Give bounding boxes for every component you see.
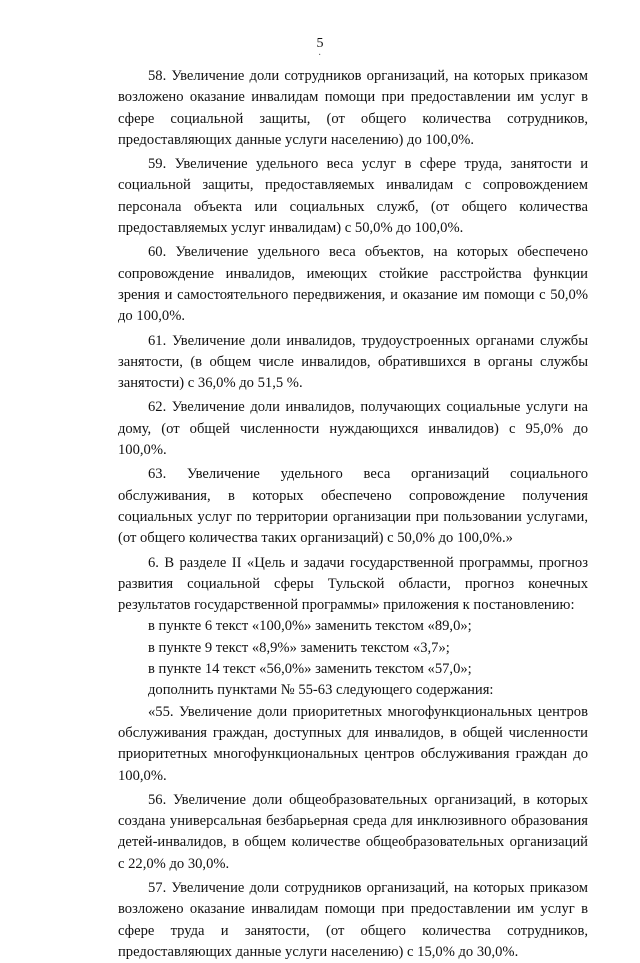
line-point-9: в пункте 9 текст «8,9%» заменить текстом «3,7»; bbox=[148, 639, 450, 656]
paragraph-56: 56. Увеличение доли общеобразовательных организаций, в которых создана универсальная безбарьерная среда для инклюзивного образования детей-инвалидов, в общем количестве общеобразовательных организаций с 22,0% до 30,0%. bbox=[118, 791, 588, 872]
paragraph-63: 63. Увеличение удельного веса организаций социального обслуживания, в которых обеспечено сопровождение получения социальных услуг по территории организации при пользовании услугами, (от общего количества таких организаций) с 50,0% до 100,0%.» bbox=[118, 466, 588, 547]
paragraph-section-6: 6. В разделе II «Цель и задачи государственной программы, прогноз развития социальной сферы Тульской области, прогноз конечных результатов государственной программы» приложения к постановлению: bbox=[118, 554, 588, 614]
paragraph-57: 57. Увеличение доли сотрудников организаций, на которых приказом возложено оказание инвалидам помощи при предоставлении им услуг в сфере труда и занятости, (от общего количества сотрудников, предоставляющих данные услуги населению) с 15,0% до 30,0%. bbox=[118, 879, 588, 960]
document-body bbox=[118, 66, 588, 963]
page-number: 5 bbox=[316, 36, 324, 51]
line-point-14: в пункте 14 текст «56,0%» заменить текстом «57,0»; bbox=[148, 661, 472, 678]
paragraph-58: 58. Увеличение доли сотрудников организаций, на которых приказом возложено оказание инвалидам помощи при предоставлении им услуг в сфере социальной защиты, (от общего количества сотрудников, предоставляющих данные услуги населению) до 100,0%. bbox=[118, 68, 588, 148]
paragraph-62: 62. Увеличение доли инвалидов, получающих социальные услуги на дому, (от общей численности нуждающихся инвалидов) с 95,0% до 100,0%. bbox=[118, 399, 588, 459]
paragraph-60: 60. Увеличение удельного веса объектов, на которых обеспечено сопровождение инвалидов, имеющих стойкие расстройства функции зрения и самостоятельного передвижения, и оказание им помощи с 50,0% до 100,0%. bbox=[118, 244, 588, 325]
line-add-points: дополнить пунктами № 55-63 следующего содержания: bbox=[148, 682, 494, 699]
paragraph-55: «55. Увеличение доли приоритетных многофункциональных центров обслуживания граждан, доступных для инвалидов, в общей численности приоритетных многофункциональных центров обслуживания граждан до 100,0%. bbox=[118, 703, 588, 784]
paragraph-59: 59. Увеличение удельного веса услуг в сфере труда, занятости и социальной защиты, предоставляемых инвалидам с сопровождением персонала объекта или социальных служб, (от общего количества предоставляемых услуг инвалидам) с 50,0% до 100,0%. bbox=[118, 156, 588, 237]
line-point-6: в пункте 6 текст «100,0%» заменить текстом «89,0»; bbox=[148, 618, 472, 635]
scan-dot: · bbox=[318, 50, 322, 61]
paragraph-61: 61. Увеличение доли инвалидов, трудоустроенных органами службы занятости, (в общем числе инвалидов, обратившихся в органы службы занятости) с 36,0% до 51,5 %. bbox=[118, 332, 588, 392]
